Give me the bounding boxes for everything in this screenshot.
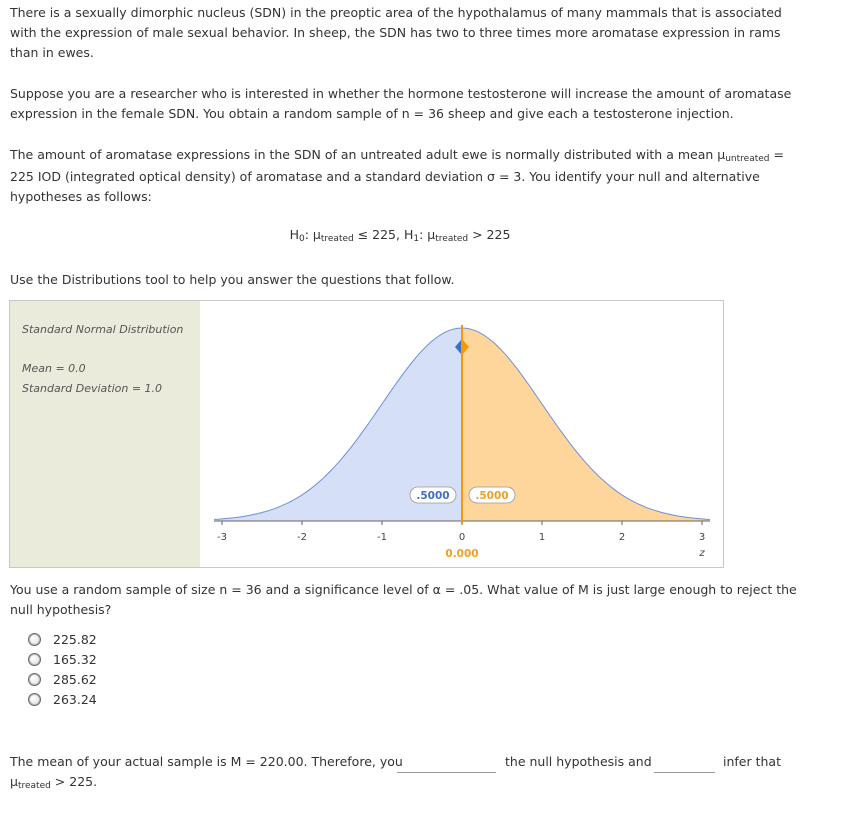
tick-label: 0 xyxy=(458,532,466,543)
radio-button[interactable] xyxy=(28,673,41,686)
tick-label: -1 xyxy=(377,532,387,543)
sd-label: Standard Deviation = 1.0 xyxy=(22,382,163,395)
instruction-text: Use the Distributions tool to help you answer the questions that follow. xyxy=(10,272,455,287)
distributions-tool[interactable] xyxy=(9,300,724,568)
cutoff-value: 0.000 xyxy=(445,548,479,560)
left-area-value: .5000 xyxy=(416,490,450,502)
tick-label: 3 xyxy=(698,532,706,543)
intro-paragraph-3: The amount of aromatase expressions in the SDN of an untreated adult ewe is normally distributed with a mean μuntreated = 225 IOD (integrated optical density) of aromatase and a standard deviation σ = 3. You identify your null and alternative hypotheses as follows: xyxy=(10,147,784,204)
followup-text-1: The mean of your actual sample is M = 220.00. Therefore, you xyxy=(10,754,403,769)
followup-text-2: the null hypothesis and xyxy=(505,754,652,769)
answer-option[interactable] xyxy=(28,650,97,668)
decision-blank-1[interactable] xyxy=(397,756,496,773)
distribution-title: Standard Normal Distribution xyxy=(22,323,184,336)
radio-button[interactable] xyxy=(28,653,41,666)
question-text: You use a random sample of size n = 36 and a significance level of α = .05. What value of M is just large enough to reject the null hypothesis? xyxy=(10,582,797,617)
answer-option[interactable] xyxy=(28,690,97,708)
tick-label: -2 xyxy=(297,532,307,543)
radio-button[interactable] xyxy=(28,633,41,646)
answer-option-label: 225.82 xyxy=(53,631,97,647)
tick-label: 1 xyxy=(538,532,546,543)
hypotheses-line: H0: μtreated ≤ 225, H1: μtreated > 225 xyxy=(289,227,511,244)
radio-button[interactable] xyxy=(28,693,41,706)
intro-paragraph-2: Suppose you are a researcher who is interested in whether the hormone testosterone will increase the amount of aromatase expression in the female SDN. You obtain a random sample of n = 36 sheep and give each a testosterone injection. xyxy=(10,86,792,121)
answer-option-label: 285.62 xyxy=(53,671,97,687)
answer-option-label: 263.24 xyxy=(53,691,97,707)
followup-conclusion: μtreated > 225. xyxy=(10,774,98,791)
right-area-value: .5000 xyxy=(475,490,509,502)
followup-text-3: infer that xyxy=(723,754,781,769)
decision-blank-2[interactable] xyxy=(654,756,715,773)
mean-label: Mean = 0.0 xyxy=(22,362,86,375)
axis-label-z: z xyxy=(699,548,705,559)
normal-distribution-chart[interactable] xyxy=(10,301,723,567)
answer-option-label: 165.32 xyxy=(53,651,97,667)
tick-label: -3 xyxy=(217,532,227,543)
tick-label: 2 xyxy=(618,532,626,543)
answer-option[interactable] xyxy=(28,670,97,688)
answer-option[interactable] xyxy=(28,630,97,648)
intro-paragraph-1: There is a sexually dimorphic nucleus (SDN) in the preoptic area of the hypothalamus of many mammals that is associated with the expression of male sexual behavior. In sheep, the SDN has two to three times more aromatase expression in rams than in ewes. xyxy=(10,5,782,60)
